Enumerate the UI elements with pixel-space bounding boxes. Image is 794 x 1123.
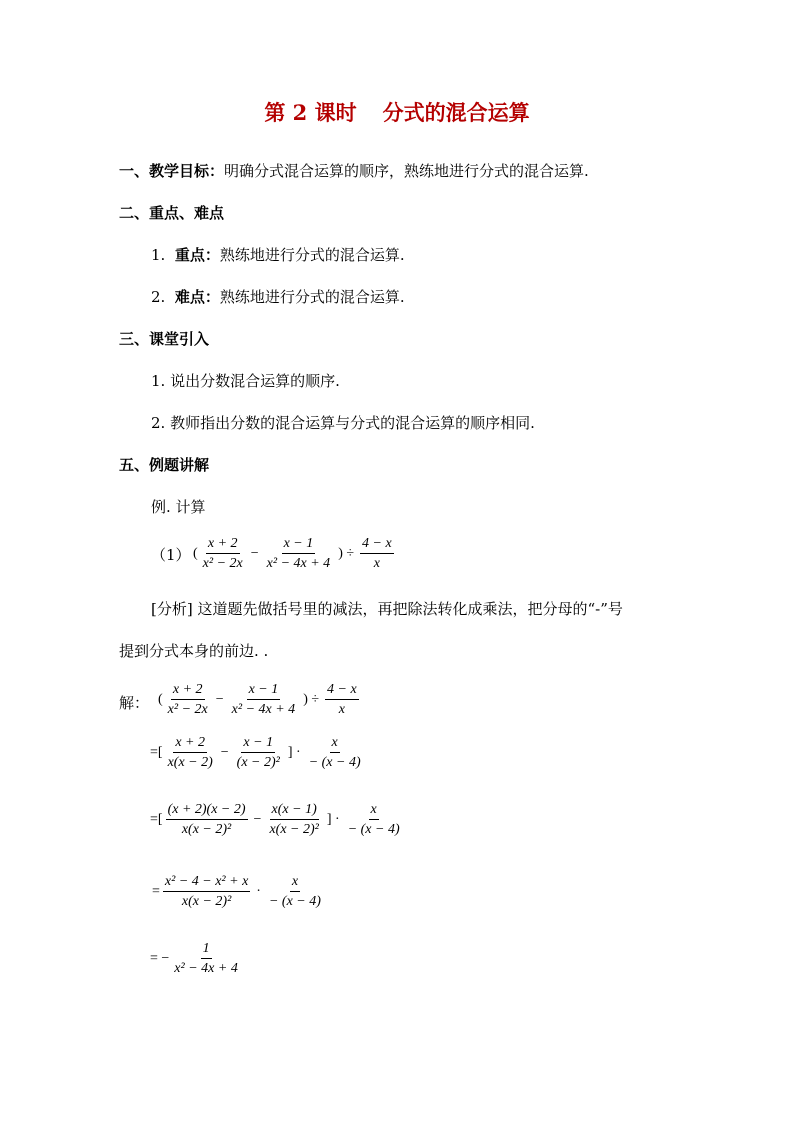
problem-expression	[193, 535, 397, 572]
solution-step-4	[152, 873, 326, 910]
numerator: x(x − 1)	[270, 801, 319, 820]
section-objectives	[119, 160, 589, 181]
denominator: − (x − 4)	[347, 822, 400, 837]
fraction	[325, 681, 359, 718]
title-lesson: 第 2 课时	[264, 100, 357, 125]
numerator: x − 1	[282, 535, 316, 554]
denominator: x	[338, 702, 345, 717]
keypoint-item-1-label: 重点：	[174, 246, 220, 264]
numerator: x	[330, 734, 340, 753]
bracket-close-times: ] ·	[287, 744, 301, 760]
paren-open: (	[193, 545, 198, 561]
keypoint-item-2-label: 难点：	[174, 288, 220, 306]
fraction	[230, 681, 298, 718]
section-heading-examples: 五、例题讲解	[119, 456, 210, 474]
solution-step-3	[150, 801, 405, 838]
fraction	[166, 734, 215, 771]
bracket-close-times: ] ·	[326, 811, 340, 827]
intro-item-1: 1. 说出分数混合运算的顺序.	[151, 372, 340, 390]
fraction	[265, 535, 333, 572]
minus-sign: −	[220, 744, 229, 760]
analysis-line-2: 提到分式本身的前边. .	[119, 642, 269, 660]
equals-minus: = −	[150, 950, 170, 966]
section-heading-intro: 三、课堂引入	[119, 330, 210, 348]
denominator: x(x − 2)	[167, 755, 213, 770]
numerator: 1	[201, 940, 212, 959]
numerator: x − 1	[241, 734, 275, 753]
example-label: 例. 计算	[151, 498, 206, 516]
section-heading-objectives: 一、教学目标：	[119, 162, 225, 180]
keypoint-item-1-num: 1.	[151, 246, 166, 264]
bracket-open: =[	[150, 811, 163, 827]
problem-label: （1）	[151, 546, 191, 564]
solution-step-1	[158, 681, 362, 718]
numerator: (x + 2)(x − 2)	[166, 801, 248, 820]
denominator: x(x − 2)²	[181, 894, 232, 909]
denominator: x² − 2x	[167, 702, 208, 717]
denominator: x² − 4x + 4	[266, 556, 331, 571]
fraction	[201, 535, 245, 572]
numerator: x	[369, 801, 379, 820]
denominator: (x − 2)²	[236, 755, 280, 770]
denominator: − (x − 4)	[308, 755, 361, 770]
fraction	[166, 681, 210, 718]
numerator: x + 2	[173, 734, 207, 753]
fraction	[346, 801, 402, 838]
bracket-open: =[	[150, 744, 163, 760]
title-topic: 分式的混合运算	[382, 100, 530, 125]
keypoint-item-2-num: 2.	[151, 288, 166, 306]
analysis-line-1: [分析] 这道题先做括号里的减法，再把除法转化成乘法，把分母的“-”号	[151, 600, 623, 618]
keypoint-item-1-text: 熟练地进行分式的混合运算.	[219, 246, 405, 264]
denominator: x(x − 2)²	[269, 822, 319, 837]
fraction	[172, 940, 240, 977]
denominator: x² − 2x	[202, 556, 243, 571]
fraction	[267, 801, 320, 838]
numerator: x	[290, 873, 300, 892]
numerator: x + 2	[206, 535, 240, 554]
numerator: x + 2	[171, 681, 205, 700]
fraction	[166, 801, 248, 838]
denominator: x	[373, 556, 380, 571]
denominator: x(x − 2)²	[181, 822, 232, 837]
denominator: x² − 4x + 4	[174, 961, 238, 976]
solution-step-2	[150, 734, 366, 771]
keypoint-item-2-text: 熟练地进行分式的混合运算.	[219, 288, 405, 306]
denominator: − (x − 4)	[268, 894, 321, 909]
solution-label: 解：	[119, 694, 150, 712]
keypoint-item-2	[151, 286, 405, 307]
fraction	[307, 734, 363, 771]
solution-step-5	[150, 940, 243, 977]
section-heading-keypoints: 二、重点、难点	[119, 204, 225, 222]
equals-sign: =	[152, 883, 160, 899]
paren-open: (	[158, 691, 163, 707]
minus-sign: −	[253, 811, 262, 827]
fraction	[360, 535, 394, 572]
fraction	[163, 873, 250, 910]
denominator: x² − 4x + 4	[231, 702, 296, 717]
minus-sign: −	[250, 545, 259, 561]
objectives-text: 明确分式混合运算的顺序，熟练地进行分式的混合运算.	[224, 162, 589, 180]
minus-sign: −	[215, 691, 224, 707]
numerator: 4 − x	[360, 535, 394, 554]
numerator: x² − 4 − x² + x	[163, 873, 250, 892]
numerator: x − 1	[247, 681, 281, 700]
times-dot: ·	[256, 883, 261, 899]
numerator: 4 − x	[325, 681, 359, 700]
intro-item-2: 2. 教师指出分数的混合运算与分式的混合运算的顺序相同.	[151, 414, 535, 432]
divide-sign: ) ÷	[338, 545, 355, 561]
fraction	[235, 734, 282, 771]
keypoint-item-1	[151, 244, 405, 265]
fraction	[267, 873, 323, 910]
page-title	[0, 97, 794, 127]
divide-sign: ) ÷	[303, 691, 320, 707]
